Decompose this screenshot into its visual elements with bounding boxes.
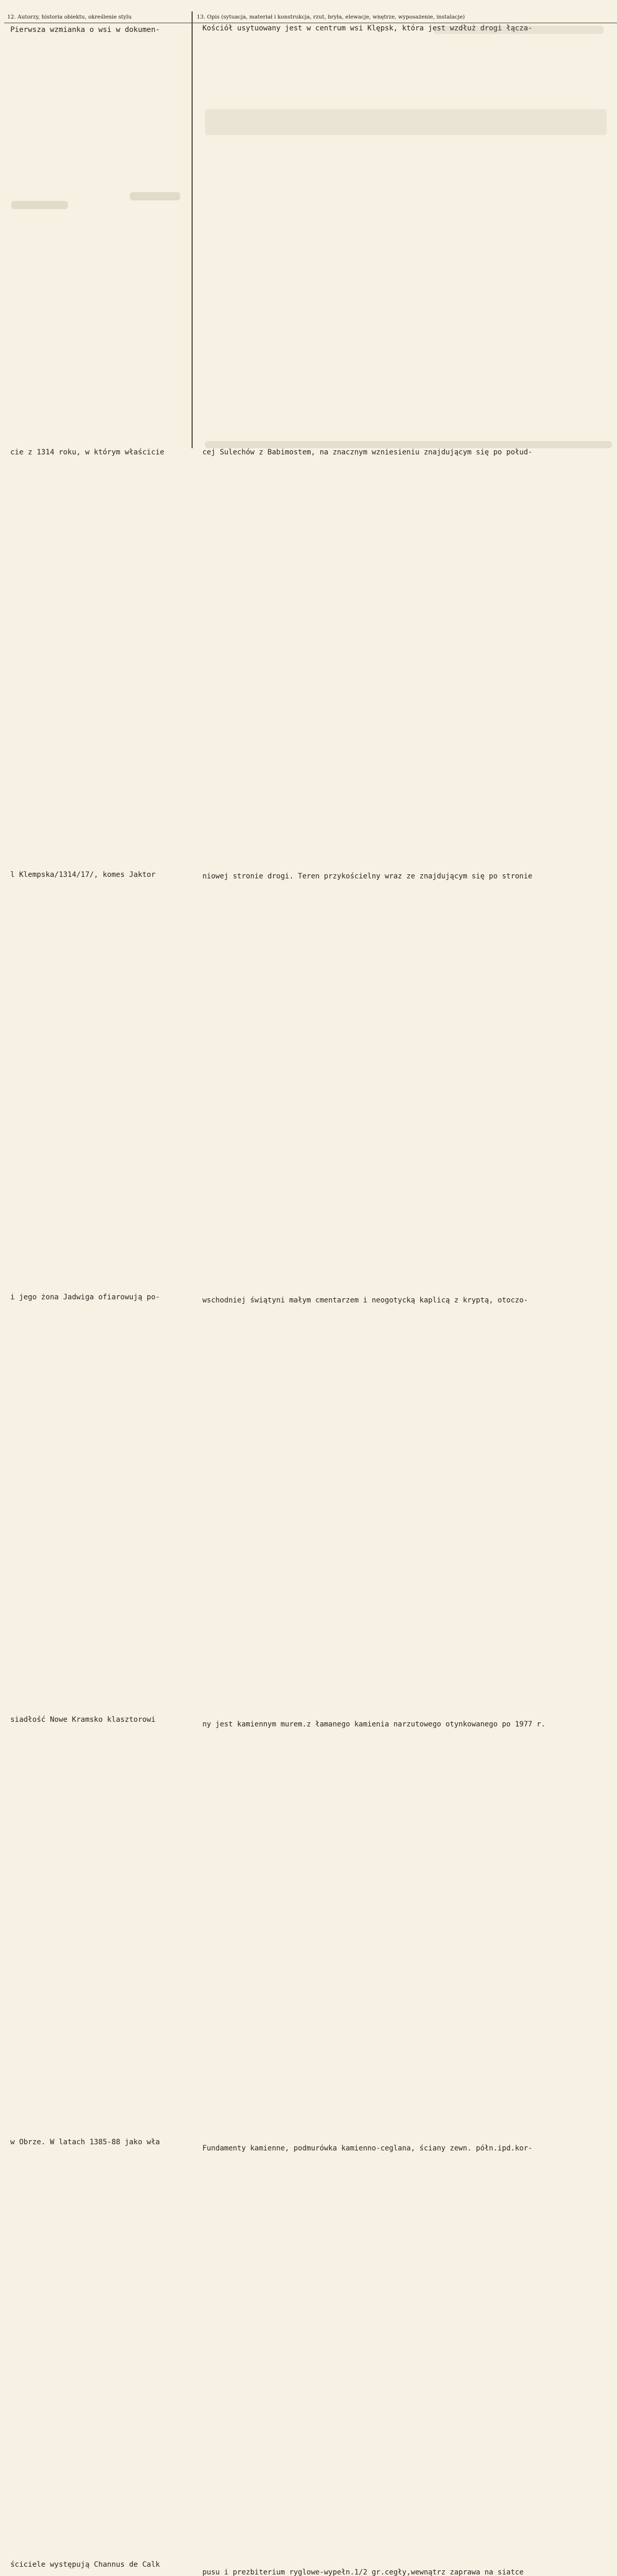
text-line: siadłość Nowe Kramsko klasztorowi: [10, 1716, 156, 1724]
section-12-header: 12. Autorzy, historia obiektu, określenie stylu: [7, 14, 132, 20]
text-line: w Obrze. W latach 1385-88 jako wła: [10, 2138, 160, 2146]
text-line: ściciele występują Channus de Calk: [10, 2561, 160, 2569]
history-text-column: [10, 26, 193, 2569]
text-line: niowej stronie drogi. Teren przykościelny wraz ze znajdującym się po stronie: [202, 872, 533, 880]
text-line: wschodniej świątyni małym cmentarzem i neogotycką kaplicą z kryptą, otoczo-: [202, 1296, 528, 1304]
text-line: pusu i prezbiterium ryglowe-wypełn.1/2 gr.cegły,wewnątrz zaprawa na siatce: [202, 2568, 524, 2576]
text-line: cej Sulechów z Babimostem, na znacznym wzniesieniu znajdującym się po połud-: [202, 448, 533, 456]
section-13-header: 13. Opis (sytuacja, materiał i konstrukcja, rzut, bryła, elewacje, wnętrze, wyposażenie, instalacje): [197, 14, 465, 20]
description-text-column: [202, 24, 614, 2576]
text-line: i jego żona Jadwiga ofiarowują po-: [10, 1293, 160, 1301]
text-line: l Klempska/1314/17/, komes Jaktor: [10, 871, 156, 879]
text-line: Kościół usytuowany jest w centrum wsi Klępsk, która jest wzdłuż drogi łącza-: [202, 24, 533, 32]
text-line: Pierwsza wzmianka o wsi w dokumen-: [10, 26, 160, 34]
text-line: cie z 1314 roku, w którym właścicie: [10, 448, 164, 456]
text-line: ny jest kamiennym murem.z łamanego kamienia narzutowego otynkowanego po 1977 r.: [202, 1720, 545, 1728]
text-line: Fundamenty kamienne, podmurówka kamienno-ceglana, ściany zewn. półn.ipd.kor-: [202, 2144, 533, 2153]
